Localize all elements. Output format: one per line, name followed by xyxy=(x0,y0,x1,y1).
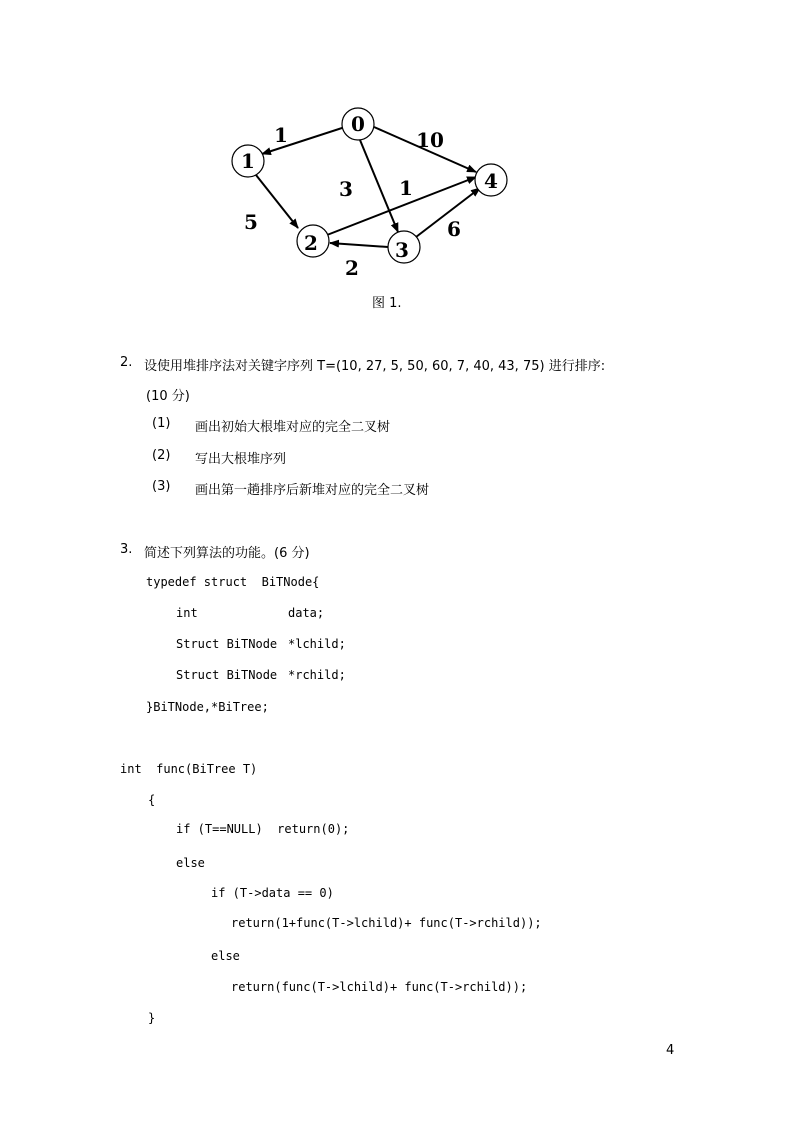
q2-item-3-text: 画出第一趟排序后新堆对应的完全二叉树 xyxy=(195,483,430,498)
code-token: *lchild; xyxy=(288,637,346,651)
node-1 xyxy=(232,145,264,177)
code-line: } xyxy=(148,1011,156,1025)
code-line: return(func(T->lchild)+ func(T->rchild)); xyxy=(231,980,528,994)
weight-1-2: 5 xyxy=(244,210,258,234)
q2-points: (10 分) xyxy=(146,389,190,404)
weight-0-4: 10 xyxy=(416,128,444,152)
code-token: data; xyxy=(288,606,325,620)
code-line: return(1+func(T->lchild)+ func(T->rchild)); xyxy=(231,916,542,930)
code-line: else xyxy=(211,949,240,963)
code-line: if (T==NULL) return(0); xyxy=(176,822,350,836)
weight-0-3: 3 xyxy=(339,177,353,201)
q3-text: 简述下列算法的功能。(6 分) xyxy=(144,546,310,561)
node-3-label: 3 xyxy=(395,238,409,262)
weight-2-4: 1 xyxy=(399,176,413,200)
weight-3-4: 6 xyxy=(447,217,461,241)
edge-3-2 xyxy=(330,243,388,247)
node-4 xyxy=(475,164,507,196)
q2-number: 2. xyxy=(120,355,133,370)
code-token: *rchild; xyxy=(288,668,346,682)
q2-item-1-num: (1) xyxy=(152,416,171,431)
edge-0-3 xyxy=(360,140,398,232)
q3-number: 3. xyxy=(120,542,133,557)
node-4-label: 4 xyxy=(484,169,498,193)
code-line: { xyxy=(148,793,156,807)
code-line: if (T->data == 0) xyxy=(211,886,334,900)
code-line: typedef struct BiTNode{ xyxy=(146,575,320,589)
code-line: int func(BiTree T) xyxy=(120,762,258,776)
q2-item-2-text: 写出大根堆序列 xyxy=(195,452,287,467)
node-3 xyxy=(388,231,420,263)
graph-figure xyxy=(0,0,794,330)
node-0-label: 0 xyxy=(351,112,365,136)
weight-3-2: 2 xyxy=(345,256,359,280)
code-line: else xyxy=(176,856,205,870)
code-line: }BiTNode,*BiTree; xyxy=(146,700,269,714)
code-token: Struct BiTNode xyxy=(176,668,278,682)
page-number: 4 xyxy=(666,1043,675,1058)
node-0 xyxy=(342,108,374,140)
q2-item-1-text: 画出初始大根堆对应的完全二叉树 xyxy=(195,420,391,435)
weight-0-1: 1 xyxy=(274,123,288,147)
q2-item-2-num: (2) xyxy=(152,448,171,463)
q2-item-3-num: (3) xyxy=(152,479,171,494)
code-token: int xyxy=(176,606,198,620)
figure-caption: 图 1. xyxy=(372,296,402,311)
q2-text: 设使用堆排序法对关键字序列 T=(10, 27, 5, 50, 60, 7, 40, 43, 75) 进行排序: xyxy=(144,359,606,374)
node-1-label: 1 xyxy=(241,149,255,173)
node-2-label: 2 xyxy=(304,231,318,255)
code-token: Struct BiTNode xyxy=(176,637,278,651)
node-2 xyxy=(297,225,329,257)
edge-1-2 xyxy=(256,175,298,228)
